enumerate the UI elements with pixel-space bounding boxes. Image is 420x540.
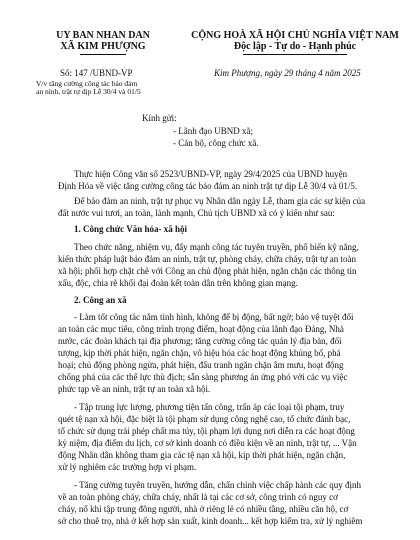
org-underline — [80, 54, 126, 55]
section2b-line-3: tổ chức sử dụng trái phép chất ma túy, tội phạm lợi dụng nơi diễn ra các hoạt động — [58, 426, 355, 436]
section2b-line-2: quét tệ nạn xã hội, đặc biệt là tội phạm sử dụng công nghệ cao, tổ chức đánh bạc, — [58, 414, 351, 424]
subject-line2: an ninh, trật tự dịp Lễ 30/4 và 01/5 — [36, 87, 141, 96]
motto-underline — [243, 54, 347, 55]
intro2-line-2: đất nước vui tươi, an toàn, lành mạnh, Chủ tịch UBND xã có ý kiến như sau: — [58, 208, 335, 218]
org-name-line2: XÃ KIM PHƯỢNG — [60, 41, 146, 52]
section2b-line-6: xử lý nghiêm các trường hợp vi phạm. — [58, 462, 197, 472]
section2c-line-3: cháy, nổ khi tập trung đông người, nhà ở riêng lẻ có nhiều tầng, nhiều căn hộ, cơ — [58, 504, 349, 514]
section1-title: 1. Công chức Văn hóa- xã hội — [74, 224, 188, 234]
nation-motto: Độc lập - Tự do - Hạnh phúc — [233, 41, 357, 52]
intro2-line-1: Để bảo đảm an ninh, trật tự phục vụ Nhân dân ngày Lễ, tham gia các sự kiện của — [74, 196, 366, 206]
intro-line-1: Thực hiện Công văn số 2523/UBND-VP, ngày 29/4/2025 của UBND huyện — [74, 169, 348, 179]
section2a-line-4: tượng, kịp thời phát hiện, ngăn chặn, vô hiệu hóa các hoạt động khủng bố, phá — [58, 348, 341, 358]
section2a-line-5: hoại; chủ động phòng ngừa, phát hiện, đấu tranh ngăn chặn âm mưu, hoạt động — [58, 360, 344, 370]
section1-line-1: Theo chức năng, nhiệm vụ, đẩy mạnh công tác tuyên truyền, phổ biến kỹ năng, — [74, 242, 359, 252]
section2a-line-7: phức tạp về an ninh, trật tự an toàn xã hội. — [58, 384, 211, 394]
kinh-gui-label: Kính gửi: — [142, 113, 177, 123]
recipient-1: - Lãnh đạo UBND xã; — [173, 126, 253, 136]
section2a-line-3: nước, các đoàn khách tại địa phương; tăng cường công tác quản lý địa bàn, đối — [58, 336, 342, 346]
section2a-line-1: - Làm tốt công tác nắm tình hình, không để bị động, bất ngờ; bảo vệ tuyệt đối — [74, 312, 354, 322]
intro-line-2: Định Hóa về việc tăng cường công tác bảo đảm an ninh trật tự dịp Lễ 30/4 và 01/5. — [58, 181, 358, 191]
place-date: Kim Phượng, ngày 29 tháng 4 năm 2025 — [214, 68, 361, 78]
section2b-line-1: - Tập trung lực lượng, phương tiện tấn công, trấn áp các loại tội phạm, truy — [74, 402, 345, 412]
section2c-line-2: về an toàn phòng cháy, chữa cháy, nhất là tại các cơ sở, công trình có nguy cơ — [58, 492, 338, 502]
section2-title: 2. Công an xã — [74, 295, 127, 305]
document-number: Số: 147 /UBND-VP — [60, 68, 133, 78]
org-name-line1: UY BAN NHAN DAN — [56, 30, 150, 41]
recipient-2: - Cán bộ, công chức xã. — [173, 138, 259, 148]
nation-title: CỘNG HOÀ XÃ HỘI CHỦ NGHĨA VIỆT NAM — [191, 30, 399, 41]
section2a-line-2: an toàn các mục tiêu, công trình trọng điểm, hoạt động của lãnh đạo Đảng, Nhà — [58, 324, 344, 334]
section2c-line-1: - Tăng cường tuyên truyền, hướng dẫn, chấn chỉnh việc chấp hành các quy định — [74, 480, 362, 490]
section1-line-4: xấu, độc, chia rẽ khối đại đoàn kết toàn dân trên không gian mạng. — [58, 278, 298, 288]
section1-line-2: kiến thức pháp luật bảo đảm an ninh, trật tự, phòng cháy, chữa cháy, trật tự an toàn — [58, 254, 357, 264]
section2b-line-5: động Nhân dân không tham gia các tệ nạn xã hội, kịp thời phát hiện, ngăn chặn, — [58, 450, 346, 460]
section2c-line-4: sở cho thuê trọ, nhà ở kết hợp sản xuất, kinh doanh... kết hợp kiểm tra, xử lý nghiêm — [58, 516, 363, 526]
subject-line1: V/v tăng cường công tác bảo đảm — [36, 79, 138, 88]
section2b-line-4: kỷ niệm, địa điểm du lịch, cơ sở kinh doanh có điều kiện về an ninh, trật tự, ... Vận — [58, 438, 357, 448]
section2a-line-6: chống phá của các thế lực thù địch; sẵn sàng phương án ứng phó với các vụ việc — [58, 372, 348, 382]
section1-line-3: xã hội; phối hợp chặt chẽ với Công an chủ động phát hiện, ngăn chặn các thông tin — [58, 266, 357, 276]
